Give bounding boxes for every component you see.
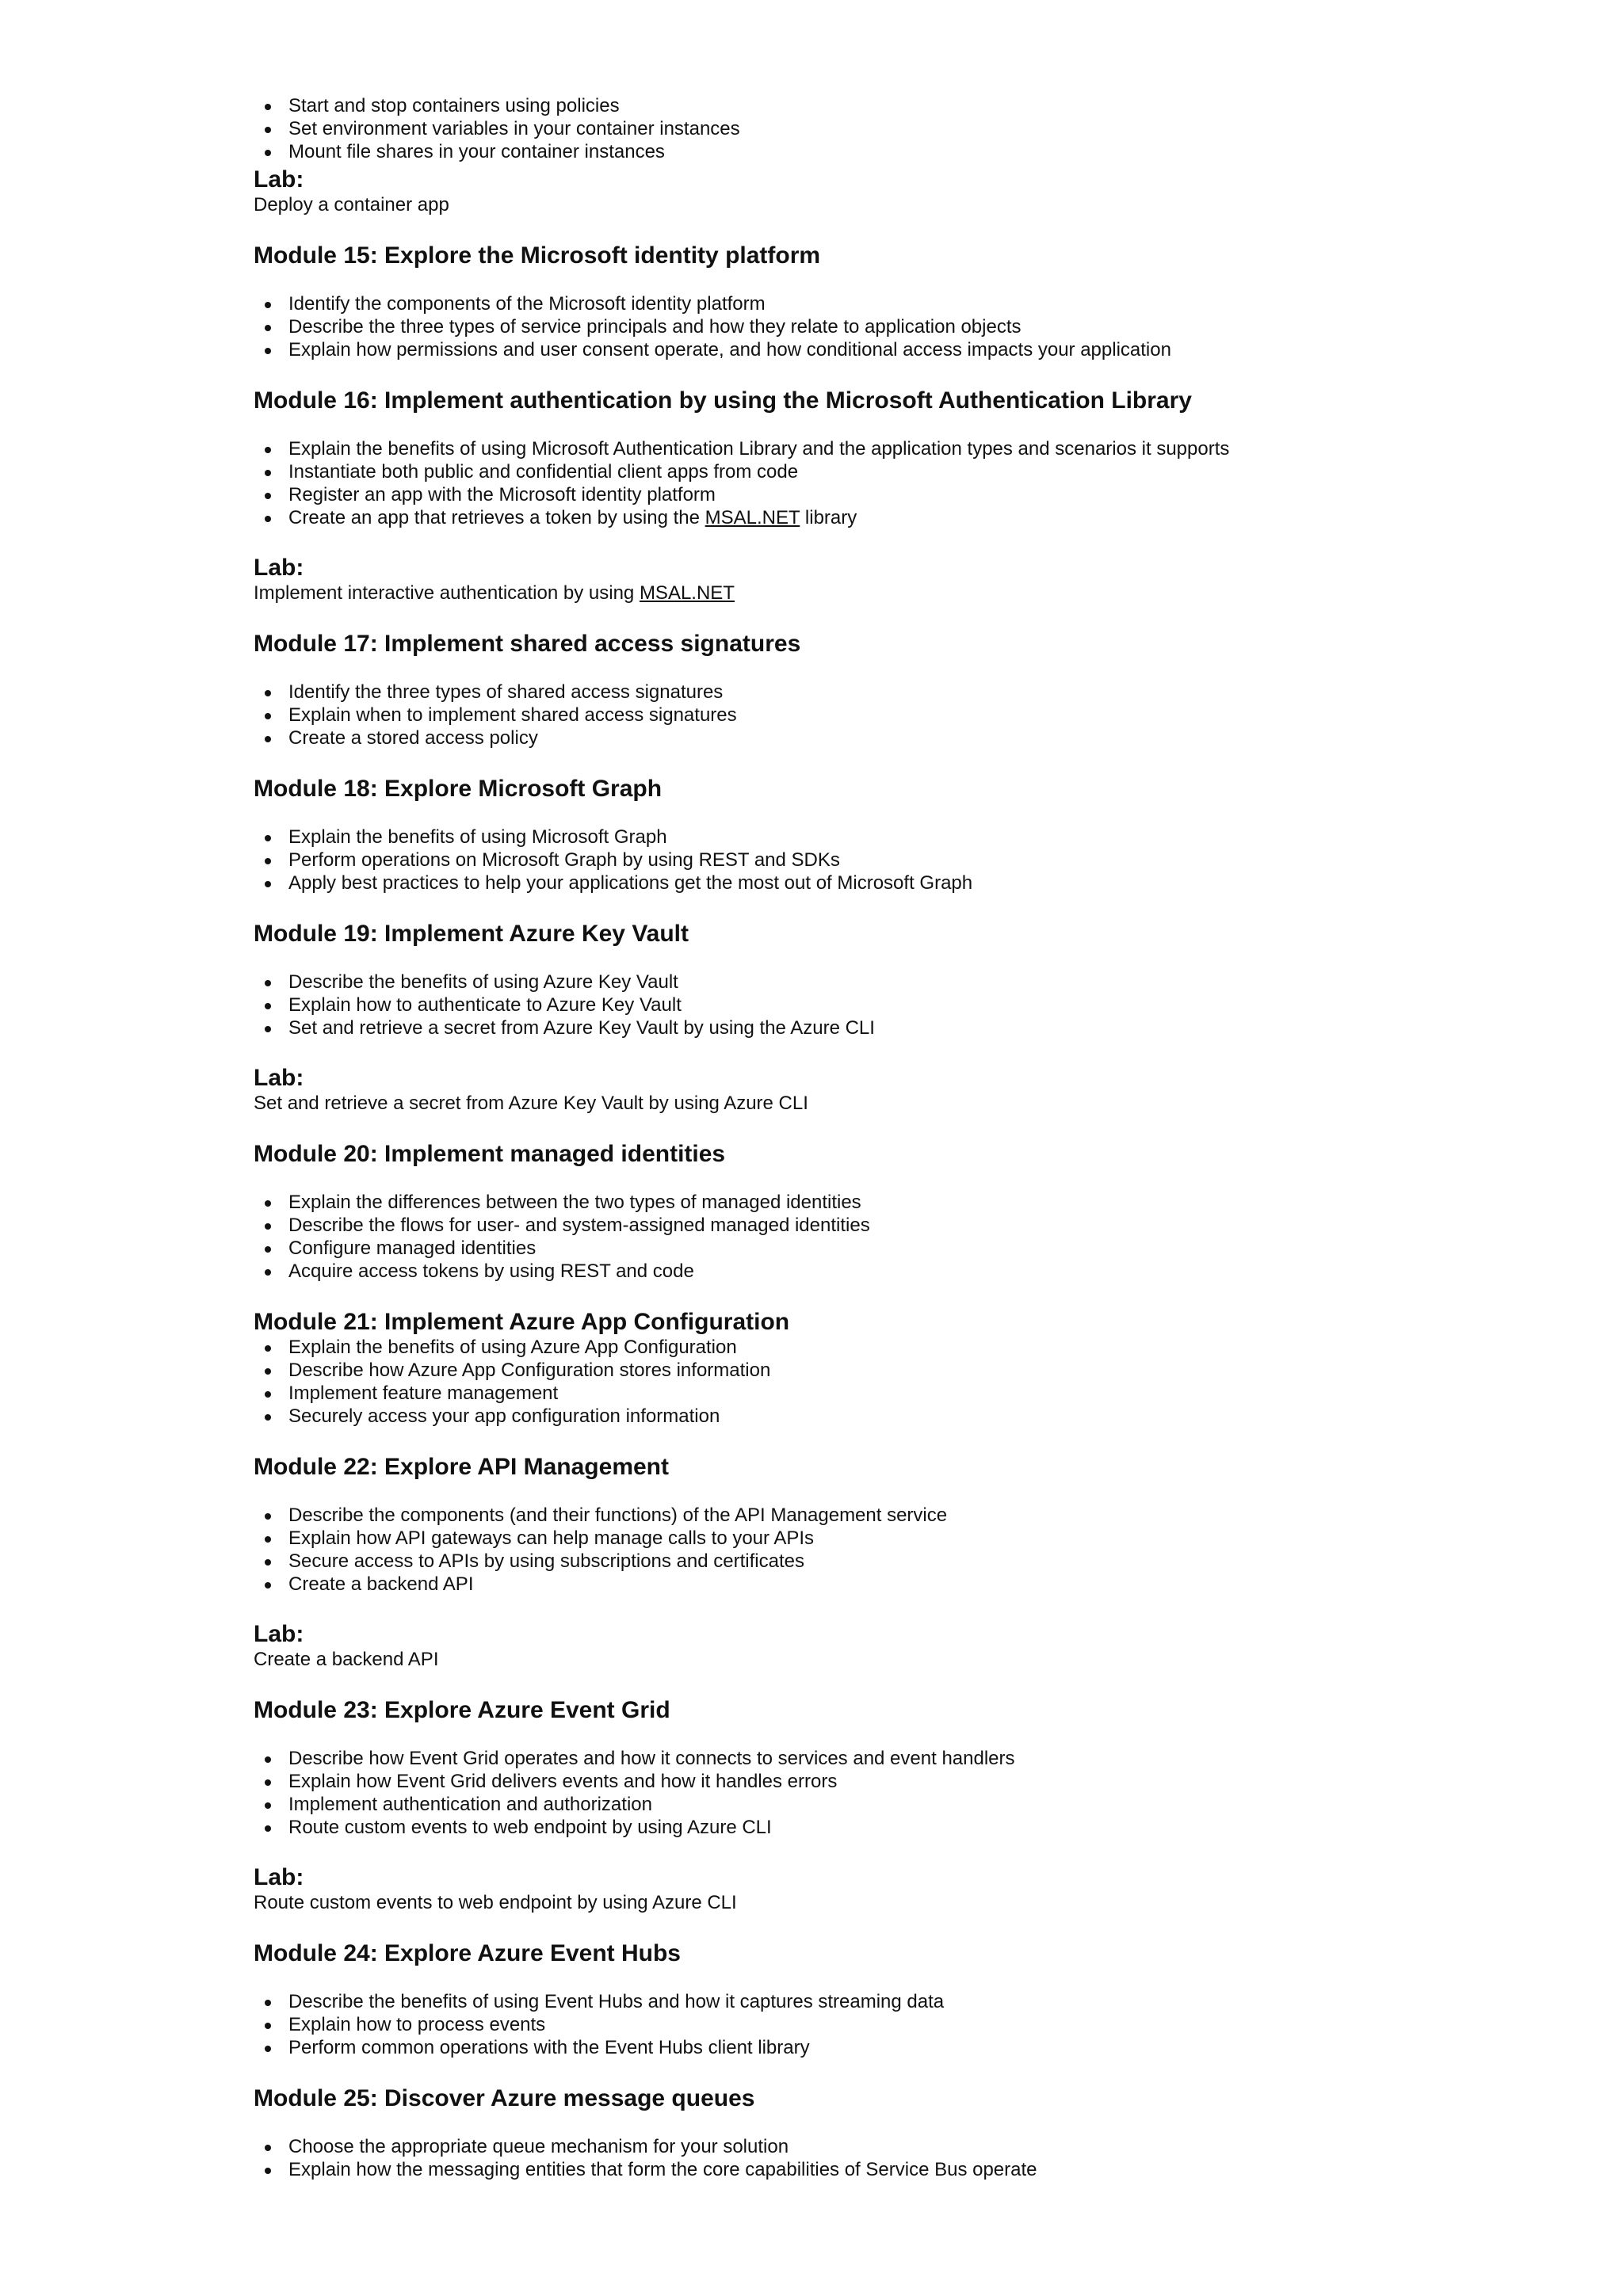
list-item: Create a backend API (288, 1573, 474, 1595)
list-item-text: library (800, 507, 857, 528)
list-item: Securely access your app configuration information (288, 1405, 720, 1427)
list-item: Register an app with the Microsoft identity platform (288, 484, 716, 505)
module-heading: Module 18: Explore Microsoft Graph (254, 776, 663, 802)
msal-net-link[interactable]: MSAL.NET (705, 507, 800, 528)
lab-heading: Lab: (254, 166, 304, 193)
list-item (288, 507, 857, 529)
list-item: Identify the components of the Microsoft identity platform (288, 293, 766, 315)
lab-text (254, 582, 735, 605)
module-heading: Module 23: Explore Azure Event Grid (254, 1697, 670, 1723)
module-heading: Module 17: Implement shared access signatures (254, 631, 801, 657)
list-item: Explain how to process events (288, 2014, 546, 2035)
list-item: Explain the differences between the two types of managed identities (288, 1192, 861, 1213)
list-item: Instantiate both public and confidential client apps from code (288, 461, 799, 482)
module-heading: Module 24: Explore Azure Event Hubs (254, 1940, 681, 1966)
list-item: Explain the benefits of using Azure App Configuration (288, 1337, 737, 1358)
list-item: Route custom events to web endpoint by using Azure CLI (288, 1817, 772, 1838)
lab-heading: Lab: (254, 555, 304, 581)
list-item: Identify the three types of shared access signatures (288, 681, 724, 703)
list-item: Describe the benefits of using Azure Key Vault (288, 971, 678, 993)
list-item: Choose the appropriate queue mechanism for your solution (288, 2136, 789, 2157)
list-item: Implement feature management (288, 1383, 559, 1404)
list-item: Describe the three types of service principals and how they relate to application objects (288, 316, 1022, 338)
list-item: Explain how to authenticate to Azure Key Vault (288, 994, 682, 1016)
lab-text: Set and retrieve a secret from Azure Key Vault by using Azure CLI (254, 1093, 808, 1114)
module-heading: Module 15: Explore the Microsoft identity platform (254, 242, 821, 269)
list-item: Explain how the messaging entities that form the core capabilities of Service Bus operate (288, 2159, 1037, 2180)
list-item: Acquire access tokens by using REST and code (288, 1261, 694, 1282)
list-item: Perform operations on Microsoft Graph by using REST and SDKs (288, 849, 840, 871)
list-item: Set and retrieve a secret from Azure Key Vault by using the Azure CLI (288, 1017, 875, 1039)
lab-heading: Lab: (254, 1864, 304, 1890)
list-item: Perform common operations with the Event Hubs client library (288, 2037, 810, 2058)
module-heading: Module 19: Implement Azure Key Vault (254, 921, 689, 947)
list-item: Describe the components (and their functions) of the API Management service (288, 1505, 948, 1526)
list-item: Create a stored access policy (288, 727, 538, 749)
list-item: Describe how Event Grid operates and how it connects to services and event handlers (288, 1748, 1015, 1769)
list-item: Secure access to APIs by using subscriptions and certificates (288, 1550, 804, 1572)
lab-text-prefix: Implement interactive authentication by using (254, 582, 640, 604)
list-item: Start and stop containers using policies (288, 95, 620, 116)
list-item: Explain how API gateways can help manage calls to your APIs (288, 1527, 815, 1549)
module-heading: Module 21: Implement Azure App Configuration (254, 1309, 790, 1335)
list-item: Describe the benefits of using Event Hubs and how it captures streaming data (288, 1991, 945, 2012)
list-item: Describe the flows for user- and system-assigned managed identities (288, 1215, 870, 1236)
lab-text: Deploy a container app (254, 194, 449, 215)
msal-net-link[interactable]: MSAL.NET (639, 582, 735, 604)
list-item: Explain how Event Grid delivers events and how it handles errors (288, 1771, 838, 1792)
lab-text: Route custom events to web endpoint by using Azure CLI (254, 1892, 737, 1913)
lab-text: Create a backend API (254, 1649, 439, 1670)
module-heading: Module 25: Discover Azure message queues (254, 2085, 755, 2111)
list-item: Explain when to implement shared access signatures (288, 704, 737, 726)
list-item: Mount file shares in your container instances (288, 141, 665, 162)
list-item: Describe how Azure App Configuration stores information (288, 1360, 771, 1381)
list-item: Set environment variables in your container instances (288, 118, 740, 139)
lab-heading: Lab: (254, 1065, 304, 1091)
lab-heading: Lab: (254, 1621, 304, 1647)
module-heading: Module 22: Explore API Management (254, 1454, 669, 1480)
module-heading: Module 20: Implement managed identities (254, 1141, 726, 1167)
list-item: Implement authentication and authorization (288, 1794, 652, 1815)
list-item: Explain the benefits of using Microsoft Graph (288, 826, 667, 848)
list-item: Explain how permissions and user consent operate, and how conditional access impacts your application (288, 339, 1171, 360)
list-item-text: Create an app that retrieves a token by using the (288, 507, 705, 528)
list-item: Explain the benefits of using Microsoft Authentication Library and the application types and scenarios it supports (288, 438, 1230, 460)
list-item: Apply best practices to help your applications get the most out of Microsoft Graph (288, 872, 973, 894)
module-heading: Module 16: Implement authentication by using the Microsoft Authentication Library (254, 387, 1192, 414)
list-item: Configure managed identities (288, 1238, 537, 1259)
